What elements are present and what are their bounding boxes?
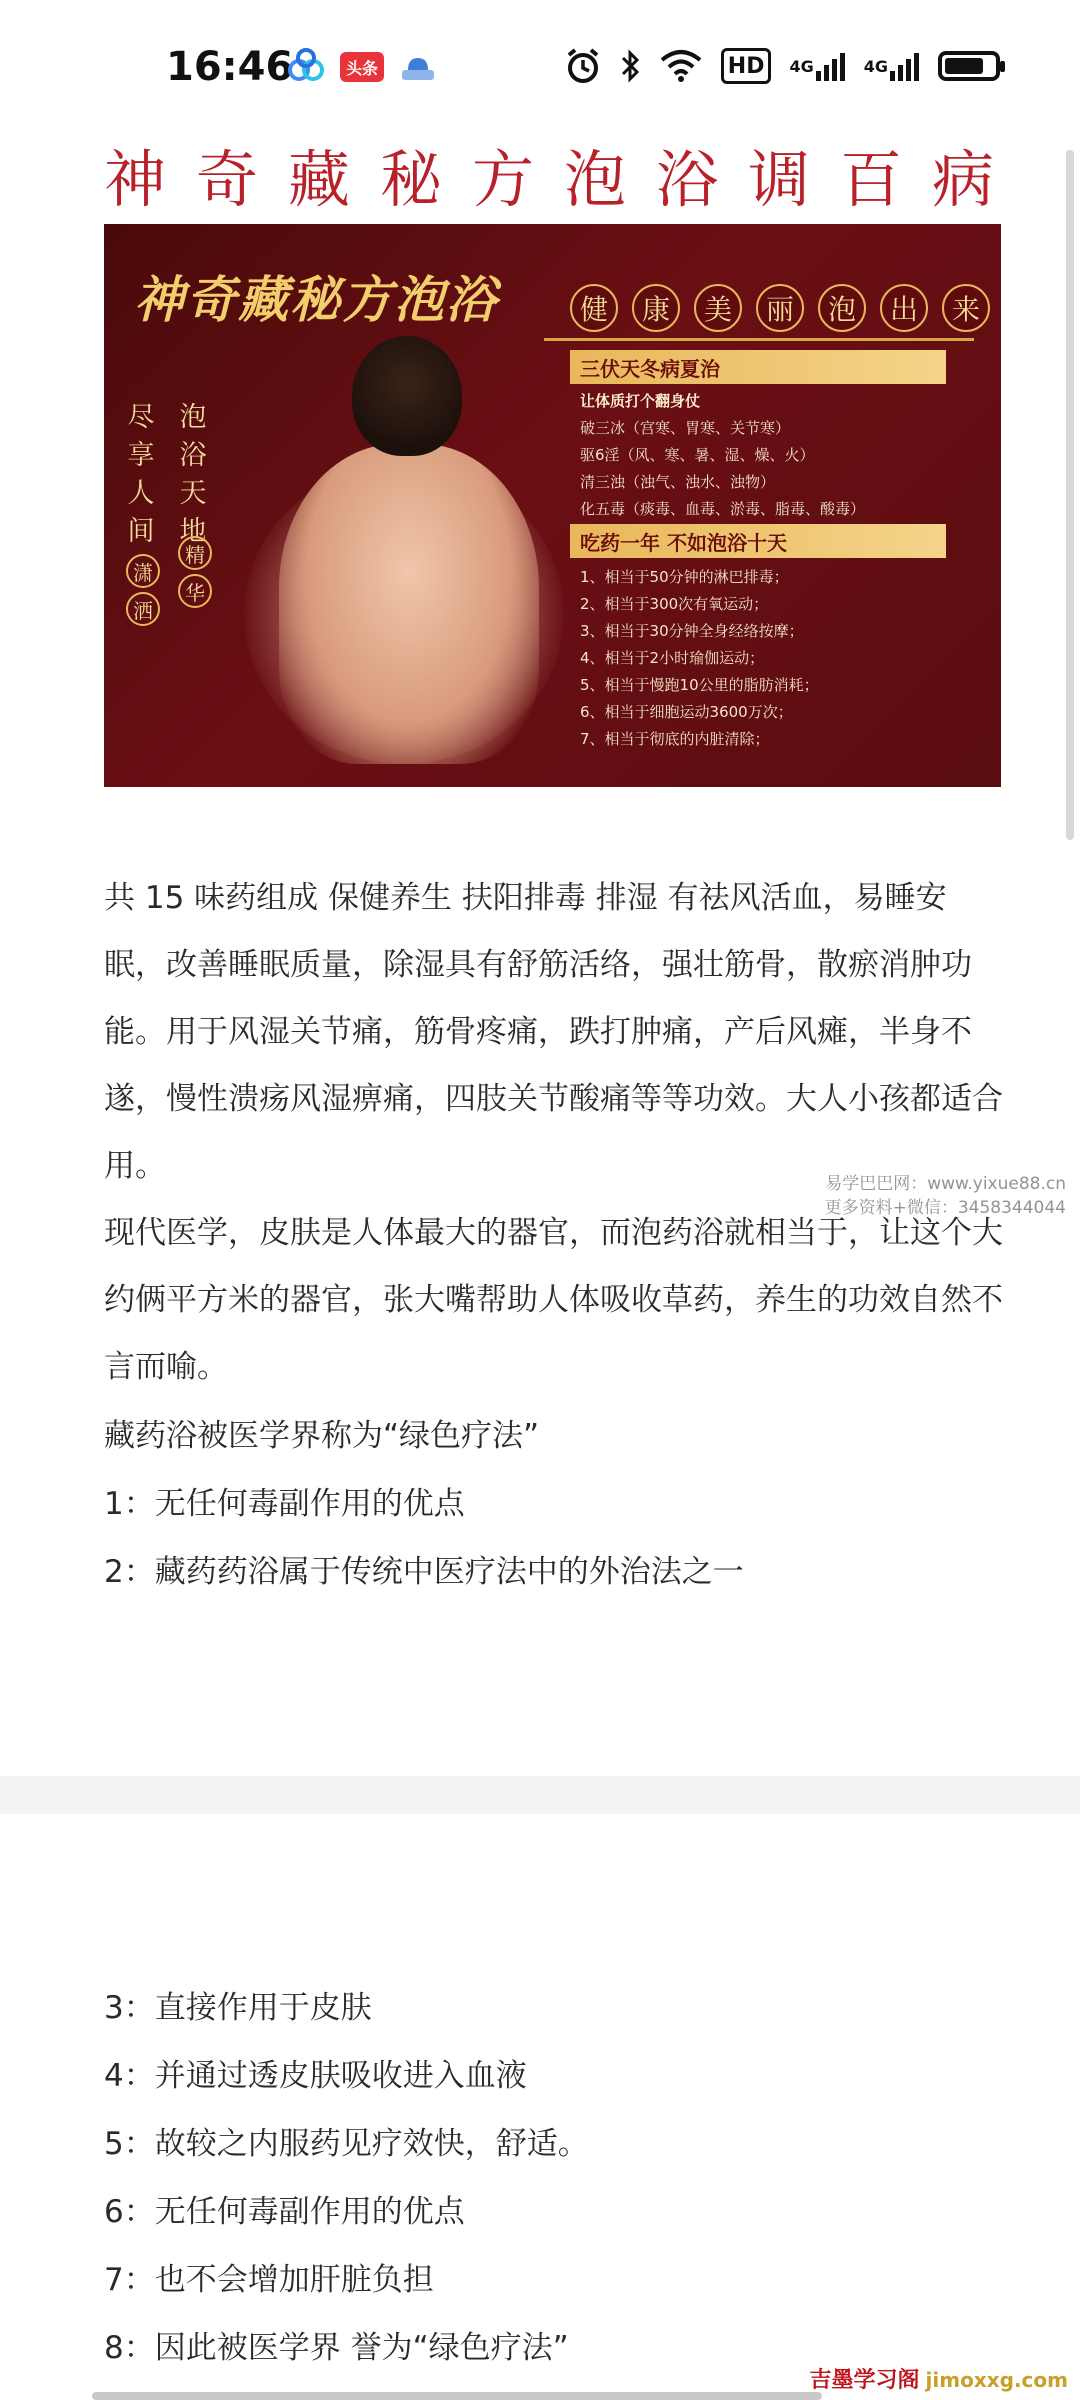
list-item: 6：无任何毒副作用的优点: [104, 2194, 465, 2230]
slogan-char: 丽: [756, 284, 804, 332]
vertical-scrollbar[interactable]: [1066, 150, 1074, 840]
watermark-line: 更多资料+微信：3458344044: [824, 1198, 1066, 1218]
banner-box2-item: 1、相当于50分钟的淋巴排毒；: [580, 568, 789, 586]
banner-vertical-left: 尽享人间: [127, 402, 155, 547]
banner-box2-item: 4、相当于2小时瑜伽运动；: [580, 649, 765, 667]
alarm-icon: [565, 46, 601, 86]
toutiao-icon: [340, 52, 384, 82]
hd-icon: [721, 48, 772, 84]
article-paragraph-3: 藏药浴被医学界称为“绿色疗法”: [104, 1418, 540, 1454]
banner-box1-item: 化五毒（痰毒、血毒、淤毒、脂毒、酸毒）: [580, 500, 866, 518]
cloud-app-icon: [398, 48, 438, 86]
toutiao-icon-label: 头条: [345, 58, 378, 78]
list-item: 2：藏药药浴属于传统中医疗法中的外治法之一: [104, 1554, 744, 1590]
banner-box1-item: 破三冰（宫寒、胃寒、关节寒）: [580, 419, 791, 437]
list-item: 3：直接作用于皮肤: [104, 1990, 372, 2026]
signal-4g-icon-1: [789, 46, 845, 86]
banner-seal: 精: [178, 536, 212, 570]
banner-box2-item: 3、相当于30分钟全身经络按摩；: [580, 622, 804, 640]
hd-label: HD: [727, 53, 765, 79]
banner-box1-title: 三伏天冬病夏治: [570, 350, 946, 384]
footer-watermark-en: jimoxxg.com: [925, 2368, 1068, 2392]
slogan-char: 出: [880, 284, 928, 332]
list-item: 7：也不会增加肝脏负担: [104, 2262, 434, 2298]
status-bar: [0, 0, 1080, 135]
banner-main-title: 神奇藏秘方泡浴: [134, 270, 498, 329]
article-title: 神奇藏秘方泡浴调百病: [104, 143, 1025, 216]
banner-figure-back: [279, 444, 539, 764]
banner-box2-item: 5、相当于慢跑10公里的脂肪消耗；: [580, 676, 819, 694]
section-divider: [0, 1776, 1080, 1814]
slogan-char: 泡: [818, 284, 866, 332]
footer-watermark: [810, 2363, 1068, 2394]
footer-watermark-cn: 吉墨学习阁: [809, 2368, 920, 2393]
wifi-icon: [659, 46, 703, 86]
notification-icons: [286, 48, 438, 86]
banner-slogan: [570, 284, 990, 332]
list-item: 5：故较之内服药见疗效快，舒适。: [104, 2126, 589, 2162]
slogan-char: 美: [694, 284, 742, 332]
banner-box2-item: 7、相当于彻底的内脏清除；: [580, 730, 770, 748]
horizontal-scrollbar[interactable]: [92, 2392, 822, 2400]
banner-box2-title: 吃药一年 不如泡浴十天: [570, 524, 946, 558]
banner-seal: 潇: [126, 554, 160, 588]
banner-box1-item: 驱6淫（风、寒、暑、湿、燥、火）: [580, 446, 815, 464]
banner-box1-item: 清三浊（浊气、浊水、浊物）: [580, 473, 776, 491]
list-item: 1：无任何毒副作用的优点: [104, 1486, 465, 1522]
banner-gold-line: [544, 338, 974, 341]
baidu-netdisk-icon: [286, 48, 326, 86]
banner-box1-sub: 让体质打个翻身仗: [580, 392, 701, 410]
banner-seal: 华: [178, 574, 212, 608]
article-paragraph-1: 共 15 味药组成 保健养生 扶阳排毒 排湿 有祛风活血，易睡安眠，改善睡眠质量，除湿具有舒筋活络，强壮筋骨，散瘀消肿功能。用于风湿关节痛，筋骨疼痛，跌打肿痛，产后风瘫，半身不遂，慢性溃疡风湿痹痛，四肢关节酸痛等等功效。大人小孩都适合用。: [104, 880, 1003, 1184]
network-4g-label-2: 4G: [863, 56, 888, 76]
signal-4g-icon-2: [864, 46, 920, 86]
watermark-line: 易学巴巴网：www.yixue88.cn: [825, 1174, 1066, 1194]
banner-box2-item: 2、相当于300次有氧运动；: [580, 595, 769, 613]
banner-seal: 洒: [126, 592, 160, 626]
article-banner-image: [104, 224, 1001, 787]
banner-box2-list: [580, 564, 819, 753]
system-icons: [565, 46, 1000, 86]
watermark: [825, 1172, 1066, 1220]
list-item: 4：并通过透皮肤吸收进入血液: [104, 2058, 527, 2094]
list-item: 8：因此被医学界 誉为“绿色疗法”: [104, 2330, 569, 2366]
bluetooth-icon: [619, 46, 641, 86]
battery-icon: [938, 51, 1000, 81]
banner-box2-item: 6、相当于细胞运动3600万次；: [580, 703, 793, 721]
slogan-char: 健: [570, 284, 618, 332]
banner-box1-list: [580, 388, 865, 523]
status-time: 16:46: [166, 44, 294, 90]
slogan-char: 来: [942, 284, 990, 332]
banner-vertical-right: 泡浴天地: [179, 402, 207, 547]
banner-figure-hair: [352, 336, 462, 456]
slogan-char: 康: [632, 284, 680, 332]
network-4g-label-1: 4G: [789, 56, 814, 76]
article-paragraph-2: 现代医学，皮肤是人体最大的器官，而泡药浴就相当于，让这个大约俩平方米的器官，张大嘴帮助人体吸收草药，养生的功效自然不言而喻。: [104, 1215, 1003, 1385]
